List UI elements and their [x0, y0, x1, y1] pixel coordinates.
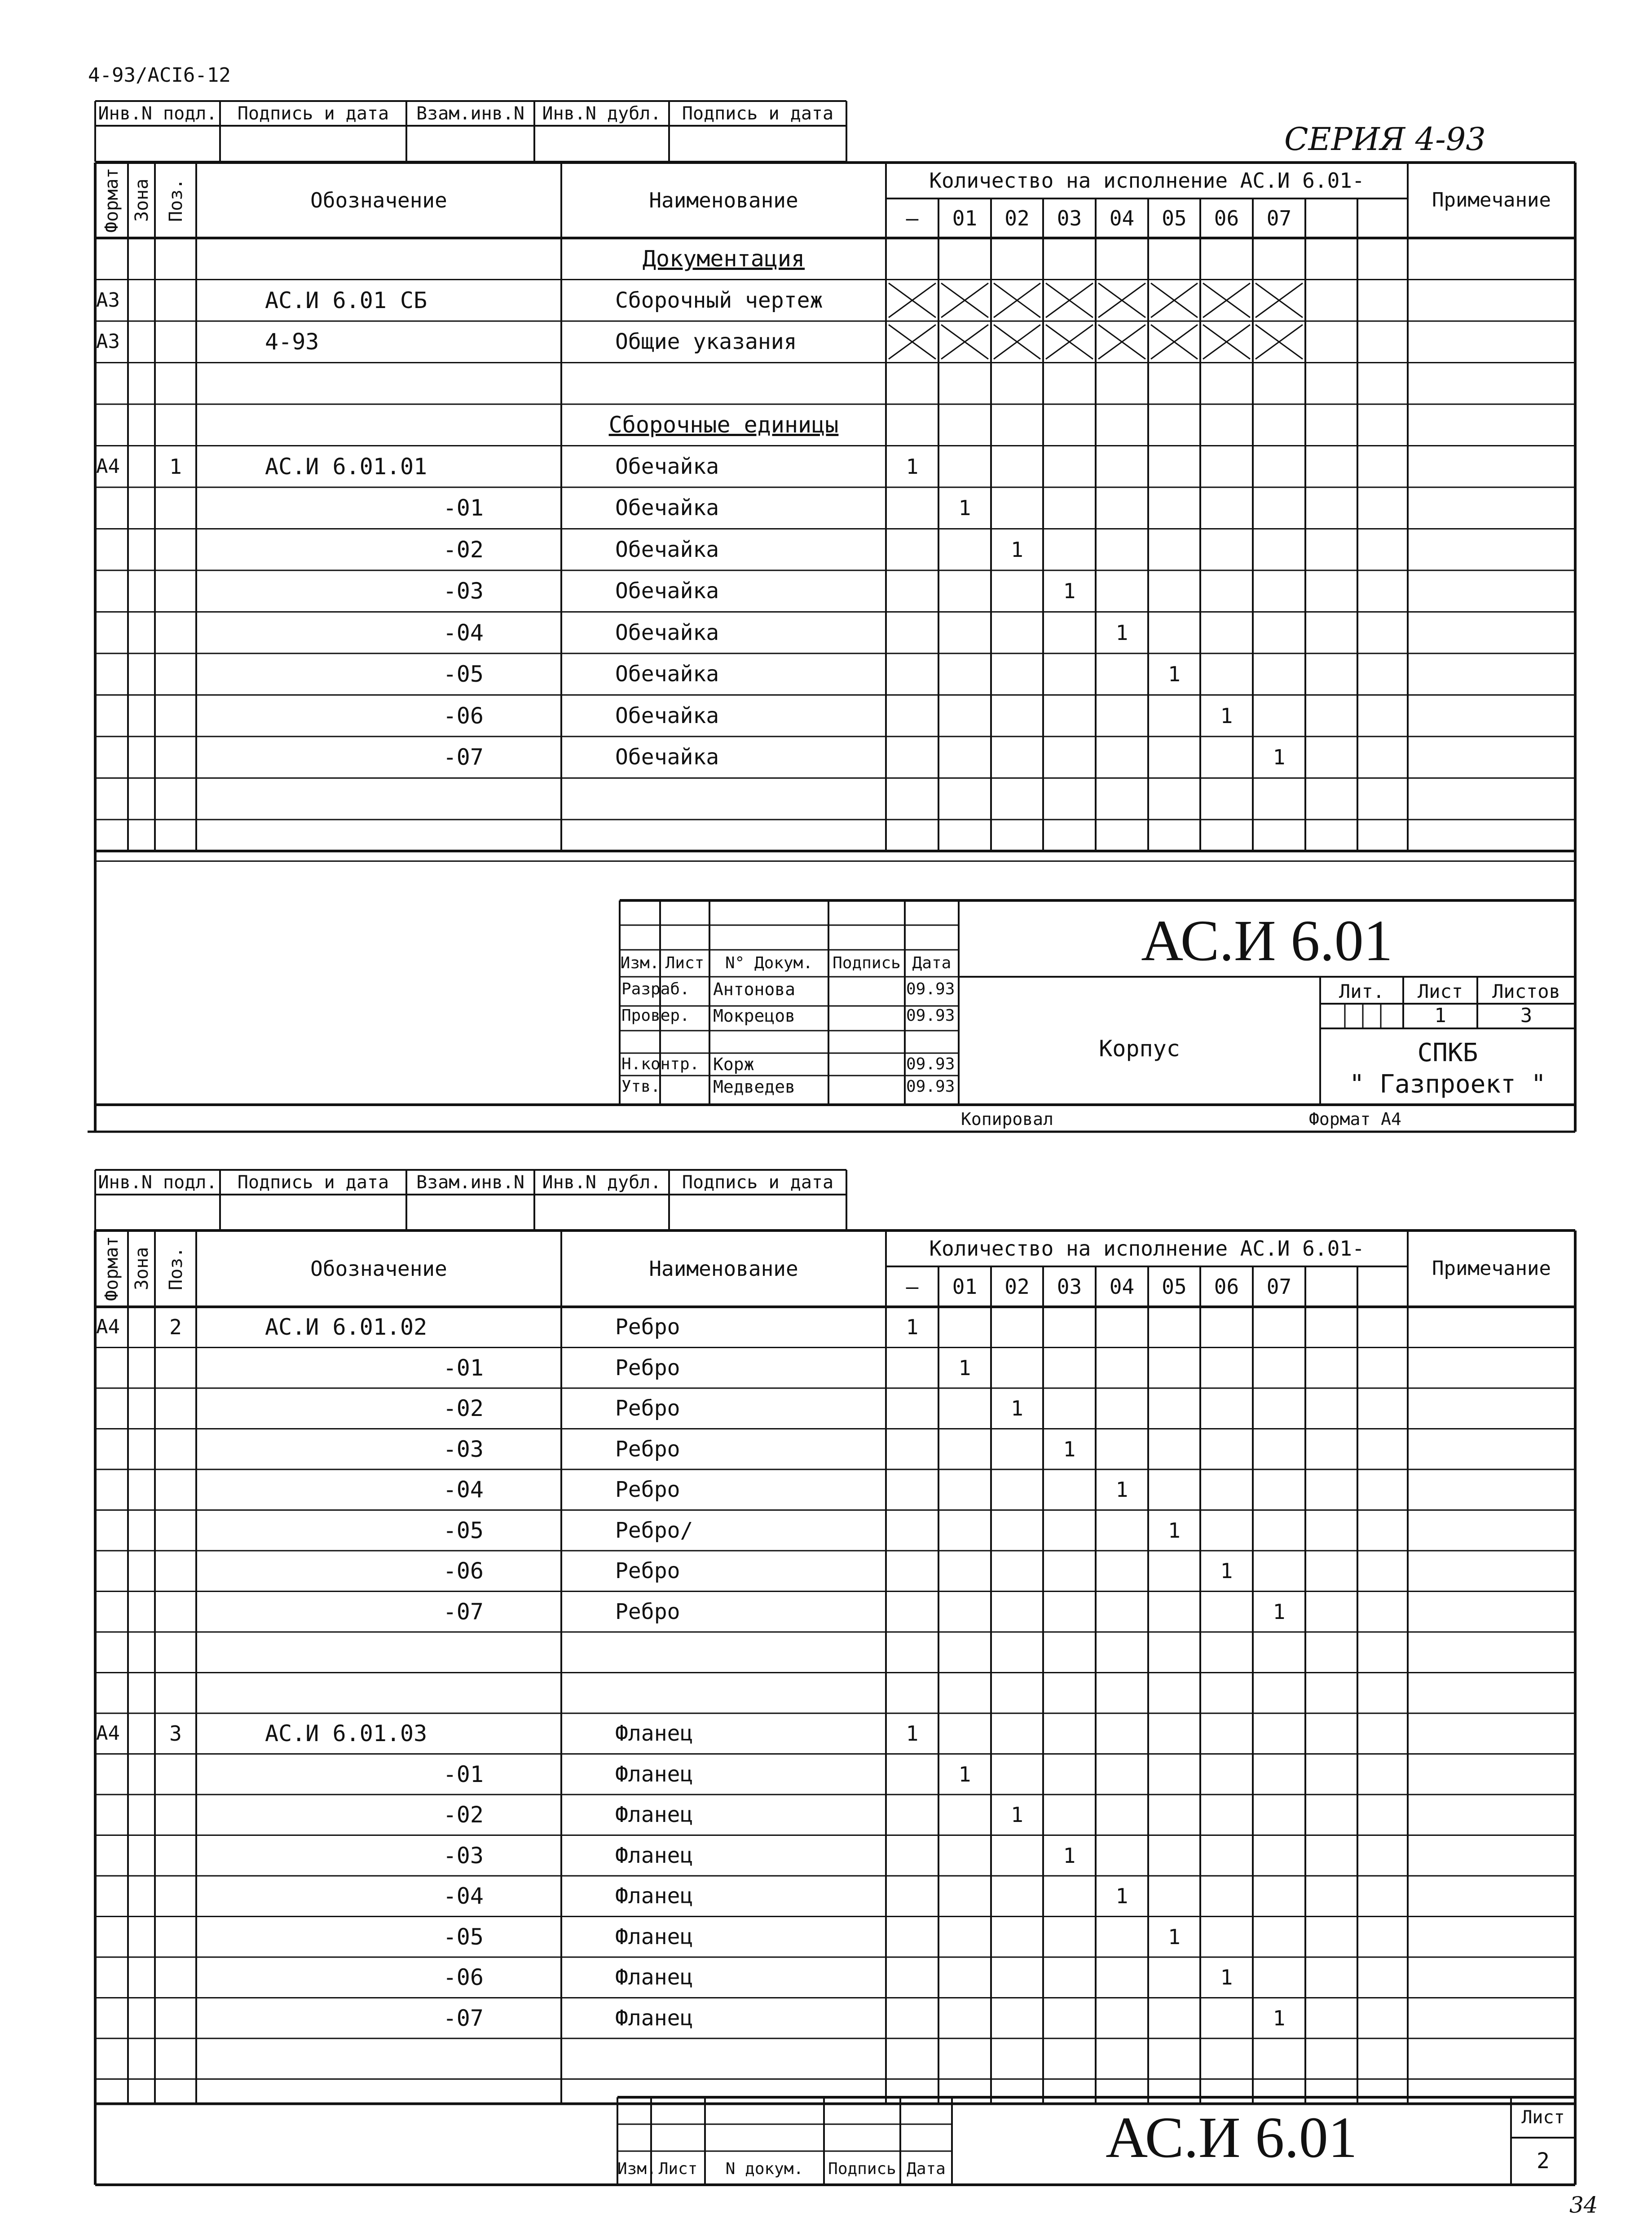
tb-person: Медведев: [713, 1077, 796, 1097]
header-variant: 03: [1057, 1275, 1082, 1299]
row-designation: -03: [443, 1842, 484, 1869]
header-note: Примечание: [1432, 1257, 1551, 1280]
header-variant: 07: [1266, 206, 1292, 230]
row-format: А3: [96, 330, 120, 353]
row-designation: -04: [443, 619, 484, 646]
row-format: А4: [96, 1722, 120, 1745]
qty-value: 1: [1220, 703, 1233, 728]
doc-code-2: АС.И 6.01: [1106, 2105, 1357, 2170]
row-name: Обечайка: [615, 454, 719, 479]
section-title: Документация: [642, 246, 805, 272]
row-name: Фланец: [615, 2005, 693, 2031]
corner-code: 4-93/ACI6-12: [88, 64, 231, 87]
row-name: Обечайка: [615, 662, 719, 687]
sheet-label: Лист: [1417, 980, 1463, 1002]
row-designation: -05: [443, 1517, 484, 1544]
header-variant: 05: [1162, 206, 1187, 230]
header-variant: 07: [1266, 1275, 1292, 1299]
row-designation: АС.И 6.01.02: [265, 1314, 427, 1341]
row-designation: АС.И 6.01.01: [265, 453, 427, 480]
qty-value: 1: [1168, 1924, 1181, 1949]
section-title: Сборочные единицы: [608, 412, 839, 438]
row-designation: 4-93: [265, 329, 319, 355]
tb2-col-head: Дата: [907, 2160, 946, 2178]
tb-col-head: Подпись: [833, 954, 901, 972]
tb-person: Мокрецов: [713, 1006, 796, 1026]
row-name: Ребро: [615, 1599, 680, 1624]
row-name: Фланец: [615, 1802, 693, 1828]
lit-label: Лит.: [1339, 980, 1385, 1002]
qty-value: 1: [906, 1721, 919, 1746]
strip-label-1: Подпись и дата: [237, 103, 389, 124]
header-note: Примечание: [1432, 189, 1551, 212]
row-designation: -05: [443, 1923, 484, 1950]
header-variant: 01: [952, 206, 978, 230]
row-name: Сборочный чертеж: [615, 287, 823, 313]
row-designation: -06: [443, 1558, 484, 1584]
tb-person: Корж: [713, 1054, 754, 1074]
row-name: Ребро: [615, 1477, 680, 1503]
doc-code: АС.И 6.01: [1141, 909, 1393, 973]
row-name: Обечайка: [615, 745, 719, 770]
header-format: Формат: [101, 168, 122, 233]
copied-label: Копировал: [961, 1109, 1053, 1129]
header-format: Формат: [101, 1236, 122, 1301]
product-name: Корпус: [1099, 1036, 1180, 1062]
row-designation: -05: [443, 661, 484, 688]
row-name: Ребро: [615, 1314, 680, 1340]
row-designation: -02: [443, 1802, 484, 1828]
row-designation: -07: [443, 2005, 484, 2031]
row-name: Обечайка: [615, 703, 719, 728]
qty-value: 1: [1011, 1803, 1023, 1827]
qty-value: 1: [1115, 620, 1128, 645]
qty-value: 1: [1011, 537, 1023, 562]
qty-value: 1: [958, 1355, 971, 1380]
sheets-count: 3: [1520, 1004, 1533, 1027]
tb-person: Антонова: [713, 979, 796, 999]
row-name: Фланец: [615, 1721, 693, 1746]
strip-label-1: Подпись и дата: [237, 1172, 389, 1193]
tb-role: Н.контр.: [621, 1055, 700, 1073]
header-variant: 02: [1004, 1275, 1030, 1299]
strip-label-2: Взам.инв.N: [416, 1172, 524, 1193]
qty-value: 1: [1115, 1884, 1128, 1909]
series-stamp: СЕРИЯ 4-93: [1284, 121, 1486, 158]
header-pos: Поз.: [166, 178, 186, 222]
qty-value: 1: [906, 1315, 919, 1340]
tb-role: Утв.: [621, 1077, 661, 1096]
qty-value: 1: [1273, 1599, 1286, 1624]
header-variant: 05: [1162, 1275, 1187, 1299]
strip-label-4: Подпись и дата: [682, 103, 834, 124]
header-pos: Поз.: [166, 1247, 186, 1291]
tb-col-head: N° Докум.: [725, 954, 813, 972]
row-name: Ребро: [615, 1396, 680, 1421]
row-designation: АС.И 6.01 СБ: [265, 287, 427, 313]
row-pos: 1: [169, 454, 182, 479]
sheets-label: Листов: [1492, 980, 1560, 1002]
header-variant: 04: [1109, 1275, 1135, 1299]
qty-value: 1: [1273, 745, 1286, 770]
row-format: А4: [96, 1315, 120, 1339]
row-designation: -04: [443, 1883, 484, 1910]
header-zone: Зона: [132, 178, 152, 222]
header-name: Наименование: [649, 1257, 798, 1281]
row-name: Фланец: [615, 1883, 693, 1909]
header-variant: 04: [1109, 206, 1135, 230]
strip-label-0: Инв.N подл.: [98, 1172, 217, 1193]
qty-value: 1: [958, 496, 971, 520]
row-format: А3: [96, 288, 120, 312]
row-name: Обечайка: [615, 578, 719, 604]
tb-date: 09.93: [906, 1055, 955, 1073]
org-name: СПКБ: [1417, 1038, 1478, 1067]
row-designation: -04: [443, 1477, 484, 1503]
row-designation: -02: [443, 1395, 484, 1422]
sheet2-label: Лист: [1521, 2107, 1565, 2128]
row-designation: -03: [443, 578, 484, 604]
qty-value: 1: [1220, 1965, 1233, 1990]
strip-label-4: Подпись и дата: [682, 1172, 834, 1193]
page-side-number: 34: [1569, 2192, 1598, 2218]
row-name: Ребро: [615, 1558, 680, 1584]
header-designation: Обозначение: [310, 188, 447, 212]
format-label: Формат А4: [1309, 1109, 1401, 1129]
tb2-col-head: Подпись: [828, 2160, 896, 2178]
header-quantity: Количество на исполнение АС.И 6.01-: [929, 1236, 1365, 1261]
row-name: Фланец: [615, 1965, 693, 1990]
row-name: Ребро/: [615, 1517, 693, 1543]
header-designation: Обозначение: [310, 1257, 447, 1281]
tb-date: 09.93: [906, 1077, 955, 1096]
row-name: Обечайка: [615, 495, 719, 521]
row-name: Фланец: [615, 1924, 693, 1949]
row-designation: -07: [443, 744, 484, 771]
tb2-col-head: Лист: [658, 2160, 698, 2178]
org-name-2: " Газпроект ": [1349, 1070, 1546, 1099]
tb-col-head: Изм.: [620, 954, 660, 972]
strip-label-0: Инв.N подл.: [98, 103, 217, 124]
qty-value: 1: [1273, 2006, 1286, 2030]
strip-label-3: Инв.N дубл.: [542, 1172, 661, 1193]
tb2-col-head: Изм.: [617, 2160, 656, 2178]
tb-col-head: Лист: [665, 954, 705, 972]
qty-value: 1: [958, 1762, 971, 1786]
qty-value: 1: [1168, 1518, 1181, 1543]
row-pos: 2: [169, 1315, 182, 1340]
header-name: Наименование: [649, 188, 798, 212]
qty-value: 1: [1168, 662, 1181, 687]
tb-col-head: Дата: [912, 954, 952, 972]
tb-date: 09.93: [906, 980, 955, 998]
sheet-number: 1: [1434, 1004, 1446, 1027]
row-designation: АС.И 6.01.03: [265, 1720, 427, 1747]
qty-value: 1: [1220, 1559, 1233, 1583]
header-quantity: Количество на исполнение АС.И 6.01-: [929, 168, 1365, 193]
row-name: Общие указания: [615, 329, 797, 355]
sheet2-number: 2: [1537, 2148, 1550, 2174]
row-pos: 3: [169, 1721, 182, 1746]
qty-value: 1: [1115, 1477, 1128, 1502]
strip-label-3: Инв.N дубл.: [542, 103, 661, 124]
header-variant: 02: [1004, 206, 1030, 230]
header-variant: 06: [1214, 206, 1239, 230]
qty-value: 1: [906, 454, 919, 479]
row-name: Обечайка: [615, 537, 719, 562]
row-designation: -07: [443, 1598, 484, 1625]
row-name: Обечайка: [615, 620, 719, 645]
header-variant: 03: [1057, 206, 1082, 230]
row-format: А4: [96, 454, 120, 478]
header-zone: Зона: [132, 1247, 152, 1291]
row-designation: -02: [443, 536, 484, 563]
qty-value: 1: [1063, 1437, 1076, 1461]
row-designation: -06: [443, 702, 484, 729]
row-name: Фланец: [615, 1761, 693, 1787]
row-name: Ребро: [615, 1436, 680, 1462]
header-variant: 01: [952, 1275, 978, 1299]
tb-date: 09.93: [906, 1006, 955, 1025]
header-variant: 06: [1214, 1275, 1239, 1299]
row-designation: -01: [443, 1761, 484, 1787]
row-designation: -01: [443, 1354, 484, 1381]
tb2-col-head: N докум.: [725, 2160, 804, 2178]
qty-value: 1: [1011, 1396, 1023, 1421]
row-designation: -06: [443, 1964, 484, 1991]
tb-role: Провер.: [621, 1006, 690, 1025]
tb-role: Разраб.: [621, 980, 690, 998]
header-variant: –: [906, 206, 919, 230]
row-designation: -03: [443, 1436, 484, 1462]
row-name: Фланец: [615, 1843, 693, 1868]
row-designation: -01: [443, 495, 484, 521]
strip-label-2: Взам.инв.N: [416, 103, 524, 124]
row-name: Ребро: [615, 1355, 680, 1380]
qty-value: 1: [1063, 1843, 1076, 1868]
header-variant: –: [906, 1275, 919, 1299]
qty-value: 1: [1063, 579, 1076, 604]
